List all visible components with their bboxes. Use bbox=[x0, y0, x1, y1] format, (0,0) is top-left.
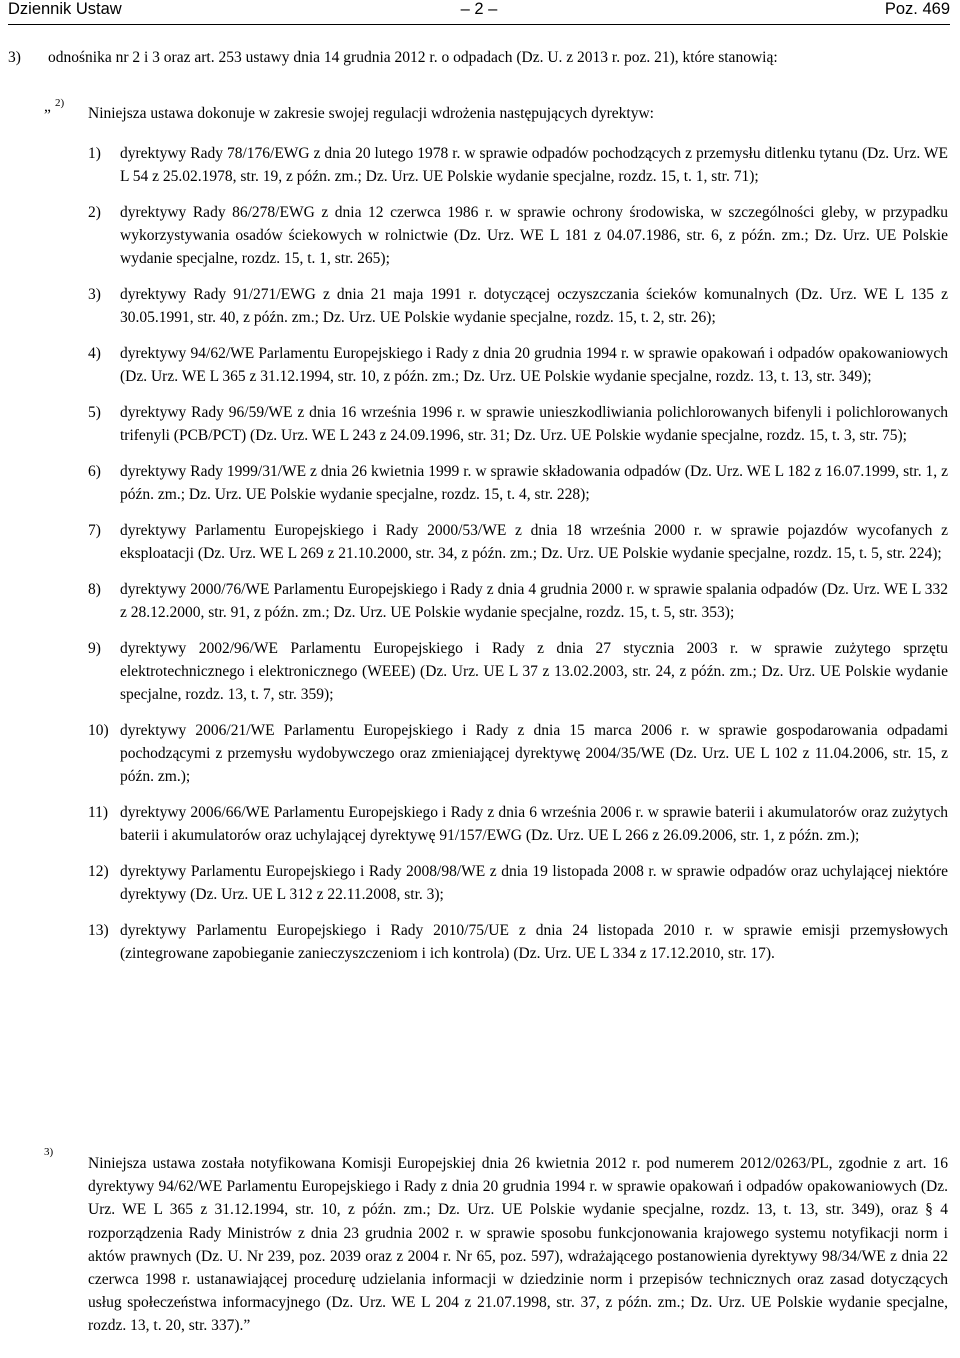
journal-title: Dziennik Ustaw bbox=[8, 0, 122, 18]
list-item-number: 3) bbox=[88, 286, 101, 303]
list-item-text: dyrektywy Rady 1999/31/WE z dnia 26 kwietnia 1999 r. w sprawie składowania odpadów (Dz. Urz. WE L 182 z 16.07.1999, str. 1, z późn. zm.; Dz. Urz. UE Polskie wydanie specjalne, rozdz. 15, t. 4, str. 228); bbox=[120, 463, 948, 503]
list-item-number: 4) bbox=[88, 345, 101, 362]
intro-number: 3) bbox=[8, 49, 21, 66]
list-item bbox=[88, 919, 948, 965]
list-item bbox=[88, 460, 948, 506]
list-item-text: dyrektywy 2002/96/WE Parlamentu Europejskiego i Rady z dnia 27 stycznia 2003 r. w sprawie zużytego sprzętu elektrotechnicznego i elektronicznego (WEEE) (Dz. Urz. UE L 37 z 13.02.2003, str. 24, z późn. zm.; Dz. Urz. UE Polskie wydanie specjalne, rozdz. 13, t. 7, str. 359); bbox=[120, 640, 948, 703]
list-item-text: dyrektywy Rady 96/59/WE z dnia 16 września 1996 r. w sprawie unieszkodliwiania polichlorowanych bifenyli i polichlorowanych trifenyli (PCB/PCT) (Dz. Urz. WE L 243 z 24.09.1996, str. 31; Dz. Urz. UE Polskie wydanie specjalne, rozdz. 15, t. 3, str. 75); bbox=[120, 404, 948, 444]
list-item-number: 6) bbox=[88, 463, 101, 480]
list-item-number: 1) bbox=[88, 145, 101, 162]
list-item-text: dyrektywy 2000/76/WE Parlamentu Europejskiego i Rady z dnia 4 grudnia 2000 r. w sprawie spalania odpadów (Dz. Urz. WE L 332 z 28.12.2000, str. 91, z późn. zm.; Dz. Urz. UE Polskie wydanie specjalne, rozdz. 15, t. 5, str. 353); bbox=[120, 581, 948, 621]
footnote-3-marker: 3) bbox=[44, 1146, 54, 1158]
list-item bbox=[88, 578, 948, 624]
page-number: – 2 – bbox=[460, 0, 498, 18]
list-item bbox=[88, 201, 948, 270]
opening-quote: „ bbox=[44, 98, 51, 115]
list-item bbox=[88, 142, 948, 188]
list-item-number: 13) bbox=[88, 922, 109, 939]
list-item-text: dyrektywy Parlamentu Europejskiego i Rady 2000/53/WE z dnia 18 września 2000 r. w sprawie pojazdów wycofanych z eksploatacji (Dz. Urz. WE L 269 z 21.10.2000, str. 34, z późn. zm.; Dz. Urz. UE Polskie wydanie specjalne, rozdz. 15, t. 5, str. 224); bbox=[120, 522, 948, 562]
list-item-number: 2) bbox=[88, 204, 101, 221]
list-item-text: dyrektywy 2006/66/WE Parlamentu Europejskiego i Rady z dnia 6 września 2006 r. w sprawie baterii i akumulatorów oraz zużytych baterii i akumulatorów oraz uchylającej dyrektywę 91/157/EWG (Dz. Urz. UE L 266 z 26.09.2006, str. 1, z późn. zm.); bbox=[120, 804, 948, 844]
list-item-number: 5) bbox=[88, 404, 101, 421]
footnote-3-text: Niniejsza ustawa została notyfikowana Komisji Europejskiej dnia 26 kwietnia 2012 r. pod numerem 2012/0263/PL, zgodnie z art. 16 dyrektywy 94/62/WE Parlamentu Europejskiego i Rady z dnia 20 grudnia 1994 r. w sprawie opakowań i odpadów opakowaniowych (Dz. Urz. WE L 365 z 31.12.1994, str. 10, z późn. zm.; Dz. Urz. UE Polskie wydanie specjalne, rozdz. 13, t. 13, str. 349), oraz § 4 rozporządzenia Rady Ministrów z dnia 23 grudnia 2002 r. w sprawie sposobu funkcjonowania krajowego systemu notyfikacji norm i aktów prawnych (Dz. U. Nr 239, poz. 2039 oraz z 2004 r. Nr 65, poz. 597), wdrażającego postanowienia dyrektywy 98/34/WE z dnia 22 czerwca 1998 r. ustanawiającej procedurę udzielania informacji w dziedzinie norm i przepisów technicznych oraz zasad dotyczących usług społeczeństwa informacyjnego (Dz. Urz. WE L 204 z 21.07.1998, str. 37, z późn. zm.; Dz. Urz. UE Polskie wydanie specjalne, rozdz. 13, t. 20, str. 337).” bbox=[88, 1155, 948, 1335]
page-header bbox=[8, 0, 950, 25]
list-item-text: dyrektywy Rady 78/176/EWG z dnia 20 lutego 1978 r. w sprawie odpadów pochodzących z przemysłu ditlenku tytanu (Dz. Urz. WE L 54 z 25.02.1978, str. 19, z późn. zm.; Dz. Urz. UE Polskie wydanie specjalne, rozdz. 15, t. 1, str. 71); bbox=[120, 145, 948, 185]
list-item-text: dyrektywy Rady 91/271/EWG z dnia 21 maja 1991 r. dotyczącej oczyszczania ścieków komunalnych (Dz. Urz. WE L 135 z 30.05.1991, str. 40, z późn. zm.; Dz. Urz. UE Polskie wydanie specjalne, rozdz. 15, t. 2, str. 26); bbox=[120, 286, 948, 326]
footnote-2-marker: 2) bbox=[55, 97, 65, 109]
directive-list bbox=[88, 142, 948, 978]
list-item bbox=[88, 719, 948, 788]
position-number: Poz. 469 bbox=[884, 0, 950, 18]
list-item bbox=[88, 860, 948, 906]
list-item-text: dyrektywy 2006/21/WE Parlamentu Europejskiego i Rady z dnia 15 marca 2006 r. w sprawie gospodarowania odpadami pochodzącymi z przemysłu wydobywczego oraz zmieniającej dyrektywę 2004/35/WE (Dz. Urz. UE L 102 z 11.04.2006, str. 15, z późn. zm.); bbox=[120, 722, 948, 785]
list-item-number: 9) bbox=[88, 640, 101, 657]
list-item-number: 11) bbox=[88, 804, 109, 821]
list-item-text: dyrektywy Parlamentu Europejskiego i Rady 2010/75/UE z dnia 24 listopada 2010 r. w sprawie emisji przemysłowych (zintegrowane zapobieganie zanieczyszczeniom i ich kontrola) (Dz. Urz. UE L 334 z 17.12.2010, str. 17). bbox=[120, 922, 948, 962]
intro-text: odnośnika nr 2 i 3 oraz art. 253 ustawy dnia 14 grudnia 2012 r. o odpadach (Dz. U. z 2013 r. poz. 21), które stanowią: bbox=[48, 49, 778, 66]
footnote-2-preamble: Niniejsza ustawa dokonuje w zakresie swojej regulacji wdrożenia następujących dyrektyw: bbox=[88, 105, 654, 122]
list-item bbox=[88, 401, 948, 447]
list-item-number: 12) bbox=[88, 863, 109, 880]
intro-paragraph bbox=[8, 46, 948, 69]
list-item-number: 7) bbox=[88, 522, 101, 539]
list-item-text: dyrektywy Rady 86/278/EWG z dnia 12 czerwca 1986 r. w sprawie ochrony środowiska, w szczególności gleby, w przypadku wykorzystywania osadów ściekowych w rolnictwie (Dz. Urz. WE L 181 z 04.07.1986, str. 6, z późn. zm.; Dz. Urz. UE Polskie wydanie specjalne, rozdz. 15, t. 1, str. 265); bbox=[120, 204, 948, 267]
list-item bbox=[88, 801, 948, 847]
list-item bbox=[88, 283, 948, 329]
list-item bbox=[88, 519, 948, 565]
list-item bbox=[88, 342, 948, 388]
list-item-text: dyrektywy 94/62/WE Parlamentu Europejskiego i Rady z dnia 20 grudnia 1994 r. w sprawie opakowań i odpadów opakowaniowych (Dz. Urz. WE L 365 z 31.12.1994, str. 10, z późn. zm.; Dz. Urz. UE Polskie wydanie specjalne, rozdz. 13, t. 13, str. 349); bbox=[120, 345, 948, 385]
list-item bbox=[88, 637, 948, 706]
list-item-number: 10) bbox=[88, 722, 109, 739]
list-item-number: 8) bbox=[88, 581, 101, 598]
list-item-text: dyrektywy Parlamentu Europejskiego i Rady 2008/98/WE z dnia 19 listopada 2008 r. w sprawie odpadów oraz uchylającej niektóre dyrektywy (Dz. Urz. UE L 312 z 22.11.2008, str. 3); bbox=[120, 863, 948, 903]
